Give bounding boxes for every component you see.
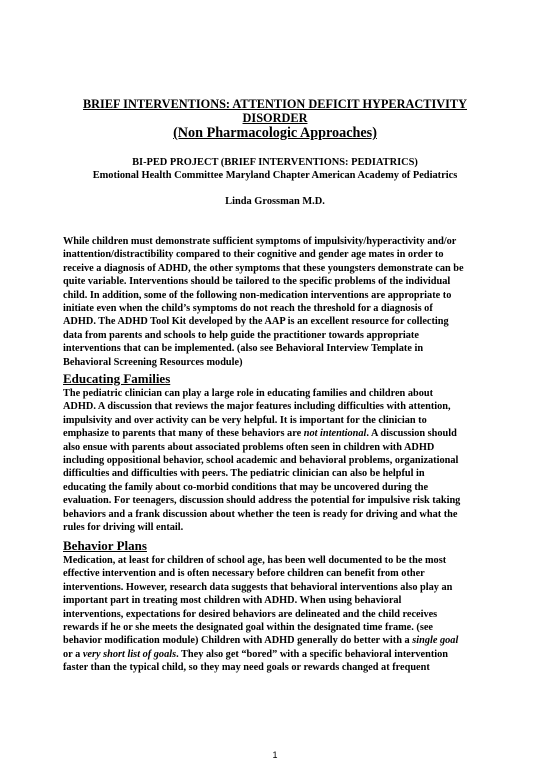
text-line: behaviors and a frank discussion about whether the teen is ready for driving and what the bbox=[63, 508, 458, 520]
text-line: educating the family about co-morbid conditions that may be uncovered during the bbox=[63, 481, 429, 493]
emphasis-text: single goal bbox=[412, 635, 459, 647]
text-line: child. In addition, some of the following non-medication interventions are appropriate to bbox=[63, 289, 452, 301]
project-name: BI-PED PROJECT (BRIEF INTERVENTIONS: PEDIATRICS) bbox=[132, 157, 418, 168]
text-line: interventions. However, research data suggests that behavioral interventions also play an bbox=[63, 581, 453, 593]
text-line bbox=[63, 634, 493, 647]
text-line: inattention/distractibility compared to their cognitive and gender age mates in order to bbox=[63, 249, 444, 261]
text-line: interventions that can be implemented. (also see Behavioral Interview Template in bbox=[63, 343, 424, 355]
text-line: effective intervention and is often necessary before children can benefit from other bbox=[63, 568, 425, 580]
text-line: The pediatric clinician can play a large role in educating families and children about bbox=[63, 388, 434, 399]
text-run: behavior modification module) Children with ADHD generally do better with a bbox=[63, 635, 413, 647]
text-line: evaluation. For teenagers, discussion should address the potential for impulsive risk taking bbox=[63, 495, 461, 507]
text-line: receive a diagnosis of ADHD, the other symptoms that these youngsters demonstrate can be bbox=[63, 262, 464, 274]
text-line: Medication, at least for children of school age, has been well documented to be the most bbox=[63, 555, 447, 566]
emphasis-text: not intentional bbox=[303, 428, 367, 440]
title-subtitle: (Non Pharmacologic Approaches) bbox=[173, 125, 377, 141]
text-run: . They also get “bored” with a specific behavioral intervention bbox=[176, 648, 449, 660]
text-line: impulsivity and over activity can be very helpful. It is important for the clinician to bbox=[63, 414, 427, 426]
behavior-paragraph bbox=[63, 554, 493, 675]
text-line: including oppositional behavior, school academic and behavioral problems, organizational bbox=[63, 455, 459, 467]
text-line: interventions, expectations for desired behaviors are delineated and the child receives bbox=[63, 608, 438, 620]
text-line: quite variable. Interventions should be tailored to the specific problems of the individual bbox=[63, 276, 451, 288]
intro-paragraph bbox=[63, 235, 493, 369]
text-line: data from parents and schools to help guide the practitioner towards appropriate bbox=[63, 329, 419, 341]
title-line-2: DISORDER bbox=[242, 111, 308, 125]
page-number: 1 bbox=[272, 750, 278, 760]
author-name: Linda Grossman M.D. bbox=[225, 196, 325, 207]
text-line: difficulties and difficulties with peers. The pediatric clinician can also be helpful in bbox=[63, 468, 425, 480]
text-run: or a bbox=[63, 648, 83, 660]
text-line: ADHD. The ADHD Tool Kit developed by the AAP is an excellent resource for collecting bbox=[63, 316, 449, 328]
title-line-1: BRIEF INTERVENTIONS: ATTENTION DEFICIT HYPERACTIVITY bbox=[82, 97, 468, 111]
text-line: ADHD. A discussion that reviews the major features including difficulties with attention, bbox=[63, 401, 451, 413]
committee-name: Emotional Health Committee Maryland Chapter American Academy of Pediatrics bbox=[92, 170, 458, 181]
text-line: important part in treating most children with ADHD. When using behavioral bbox=[63, 595, 402, 607]
text-run: emphasize to parents that many of these behaviors are bbox=[63, 428, 304, 440]
section-heading-behavior: Behavior Plans bbox=[63, 538, 147, 553]
section-heading-educating: Educating Families bbox=[63, 371, 171, 386]
educating-paragraph bbox=[63, 387, 493, 534]
text-line: Behavioral Screening Resources module) bbox=[63, 356, 243, 368]
text-line: rules for driving will entail. bbox=[63, 522, 184, 534]
text-line bbox=[63, 427, 493, 440]
text-line: While children must demonstrate sufficient symptoms of impulsivity/hyperactivity and/or bbox=[63, 236, 457, 247]
text-line: initiate even when the child’s symptoms do not reach the threshold for a diagnosis of bbox=[63, 303, 433, 315]
text-line bbox=[63, 648, 493, 661]
emphasis-text: very short list of goals bbox=[82, 648, 177, 660]
document-title bbox=[0, 97, 550, 142]
text-line: also ensue with parents about associated problems often seen in children with ADHD bbox=[63, 441, 435, 453]
text-line: faster than the typical child, so they may need goals or rewards changed at frequent bbox=[63, 662, 430, 674]
project-info bbox=[0, 156, 550, 182]
text-line: rewards if he or she meets the designated goal within the designated time frame. (see bbox=[63, 622, 433, 634]
text-run: . A discussion should bbox=[366, 428, 457, 440]
